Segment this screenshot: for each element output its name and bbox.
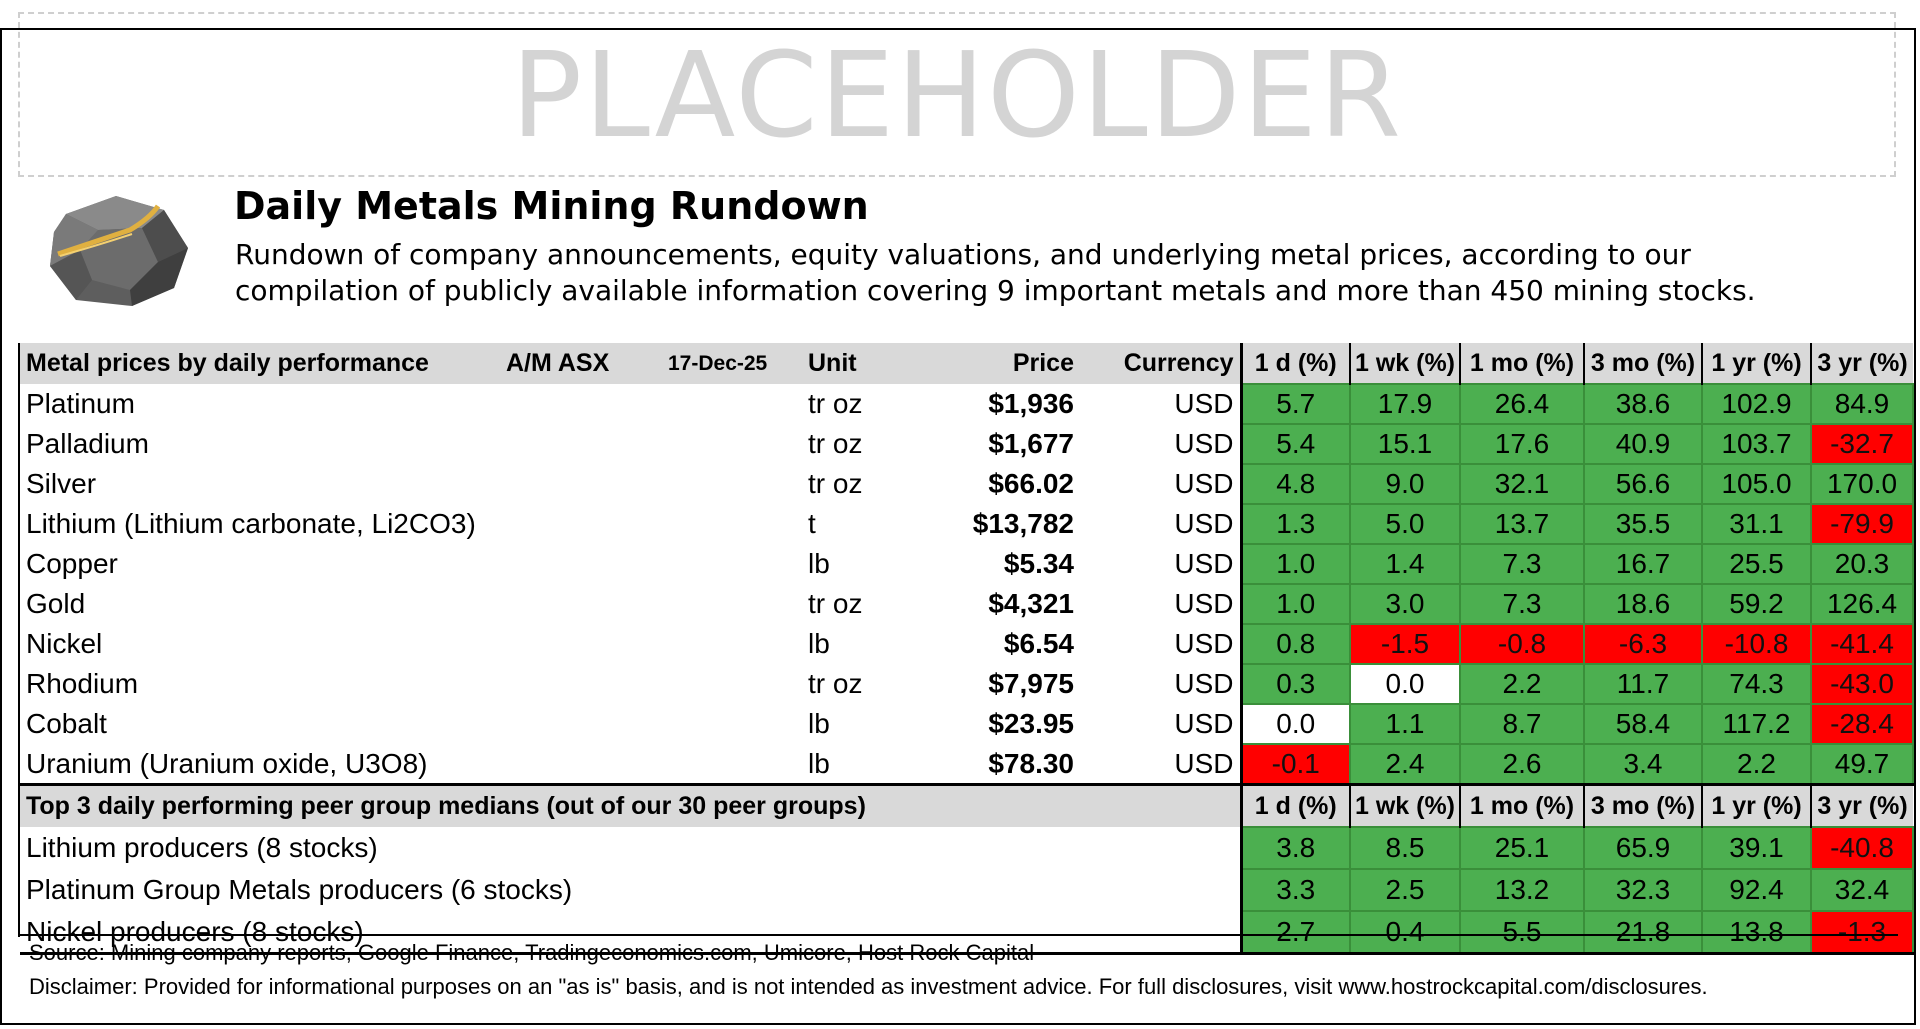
empty-cell xyxy=(500,664,650,704)
metal-price: $23.95 xyxy=(988,708,1074,739)
pct-change-cell: -1.5 xyxy=(1350,624,1460,664)
pct-change-cell: 26.4 xyxy=(1460,384,1584,424)
metal-currency: USD xyxy=(1080,744,1241,785)
pct-change-cell: 5.4 xyxy=(1241,424,1350,464)
pct-change-cell: -41.4 xyxy=(1811,624,1913,664)
pct-change-cell: 5.5 xyxy=(1460,911,1584,954)
metal-name: Gold xyxy=(26,588,86,619)
footer-divider xyxy=(18,934,1898,936)
pct-change-cell: 7.3 xyxy=(1460,584,1584,624)
table-row xyxy=(20,384,1913,424)
empty-cell xyxy=(650,384,802,424)
header-metal-name: Metal prices by daily performance xyxy=(20,343,500,384)
pct-change-cell: 170.0 xyxy=(1811,464,1913,504)
page-subtitle xyxy=(235,237,1895,309)
empty-cell xyxy=(500,624,650,664)
metal-name: Cobalt xyxy=(26,708,107,739)
pct-change-cell: 15.1 xyxy=(1350,424,1460,464)
peer-group-name: Platinum Group Metals producers (6 stocks) xyxy=(26,874,573,905)
pct-change-cell: 17.6 xyxy=(1460,424,1584,464)
page-title: Daily Metals Mining Rundown xyxy=(234,184,869,228)
empty-cell xyxy=(650,464,802,504)
metal-currency: USD xyxy=(1174,628,1234,659)
pct-change-cell: 5.7 xyxy=(1241,384,1350,424)
pct-change-cell: 1.0 xyxy=(1241,584,1350,624)
pct-change-cell: 0.0 xyxy=(1350,664,1460,704)
pct-change-cell: 18.6 xyxy=(1584,584,1702,624)
pct-change-cell: 49.7 xyxy=(1811,744,1913,785)
metal-price: $7,975 xyxy=(988,668,1074,699)
peer-header-row xyxy=(20,785,1913,828)
pct-change-cell: -79.9 xyxy=(1811,504,1913,544)
empty-cell xyxy=(650,424,802,464)
pct-change-cell: 84.9 xyxy=(1811,384,1913,424)
metal-price: $66.02 xyxy=(988,468,1074,499)
metal-unit: t xyxy=(808,508,816,539)
pct-change-cell: 9.0 xyxy=(1350,464,1460,504)
metal-unit: lb xyxy=(808,548,830,579)
pct-change-cell: -10.8 xyxy=(1702,624,1811,664)
pct-change-cell: -0.1 xyxy=(1241,744,1350,785)
pct-change-cell: 39.1 xyxy=(1702,827,1811,869)
header-period: 1 yr (%) xyxy=(1702,785,1811,828)
empty-cell xyxy=(650,504,802,544)
pct-change-cell: 2.2 xyxy=(1460,664,1584,704)
pct-change-cell: 74.3 xyxy=(1702,664,1811,704)
pct-change-cell: 1.1 xyxy=(1350,704,1460,744)
pct-change-cell: 5.0 xyxy=(1350,504,1460,544)
pct-change-cell: 1.0 xyxy=(1241,544,1350,584)
pct-change-cell: 13.8 xyxy=(1702,911,1811,954)
header-period: 3 mo (%) xyxy=(1584,343,1702,384)
pct-change-cell: 117.2 xyxy=(1702,704,1811,744)
pct-change-cell: 11.7 xyxy=(1584,664,1702,704)
metal-unit: tr oz xyxy=(808,588,863,619)
empty-cell xyxy=(650,664,802,704)
metal-price: $6.54 xyxy=(1003,628,1074,659)
metal-unit: tr oz xyxy=(808,428,863,459)
peer-group-name: Lithium producers (8 stocks) xyxy=(26,832,378,863)
source-note: Source: Mining company reports, Google Finance, Tradingeconomics.com, Umicore, Host Rock Capital xyxy=(29,940,1035,965)
header-am-asx: A/M ASX xyxy=(500,343,650,384)
metal-price: $4,321 xyxy=(988,588,1074,619)
pct-change-cell: 59.2 xyxy=(1702,584,1811,624)
empty-cell xyxy=(650,624,802,664)
header-period: 3 yr (%) xyxy=(1811,343,1913,384)
header-date: 17-Dec-25 xyxy=(650,343,802,384)
pct-change-cell: -6.3 xyxy=(1584,624,1702,664)
metal-name: Uranium (Uranium oxide, U3O8) xyxy=(20,744,500,785)
pct-change-cell: 32.3 xyxy=(1584,869,1702,911)
header-period: 1 d (%) xyxy=(1241,343,1350,384)
pct-change-cell: 103.7 xyxy=(1702,424,1811,464)
subtitle-line: Rundown of company announcements, equity valuations, and underlying metal prices, according to our xyxy=(235,238,1691,271)
empty-cell xyxy=(500,744,650,785)
pct-change-cell: 8.5 xyxy=(1350,827,1460,869)
header-period: 1 mo (%) xyxy=(1460,785,1584,828)
empty-cell xyxy=(500,584,650,624)
empty-cell xyxy=(500,464,650,504)
pct-change-cell: 65.9 xyxy=(1584,827,1702,869)
metal-name: Palladium xyxy=(26,428,149,459)
pct-change-cell: 2.2 xyxy=(1702,744,1811,785)
pct-change-cell: 16.7 xyxy=(1584,544,1702,584)
header-period: 1 yr (%) xyxy=(1702,343,1811,384)
peer-group-name: Nickel producers (8 stocks) xyxy=(20,911,1241,954)
pct-change-cell: 58.4 xyxy=(1584,704,1702,744)
table-row xyxy=(20,744,1913,785)
pct-change-cell: -43.0 xyxy=(1811,664,1913,704)
pct-change-cell: 31.1 xyxy=(1702,504,1811,544)
table-row xyxy=(20,424,1913,464)
header-period: 1 d (%) xyxy=(1241,785,1350,828)
metal-unit: tr oz xyxy=(808,468,863,499)
metals-table xyxy=(20,343,1914,955)
pct-change-cell: -28.4 xyxy=(1811,704,1913,744)
metal-price: $13,782 xyxy=(972,508,1074,539)
empty-cell xyxy=(650,544,802,584)
header-currency: Currency xyxy=(1080,343,1241,384)
pct-change-cell: -40.8 xyxy=(1811,827,1913,869)
metal-unit: lb xyxy=(802,744,942,785)
pct-change-cell: 20.3 xyxy=(1811,544,1913,584)
empty-cell xyxy=(650,744,802,785)
metal-currency: USD xyxy=(1174,588,1234,619)
metal-name: Lithium (Lithium carbonate, Li2CO3) xyxy=(26,508,476,539)
pct-change-cell: -32.7 xyxy=(1811,424,1913,464)
pct-change-cell: 7.3 xyxy=(1460,544,1584,584)
header-period: 1 mo (%) xyxy=(1460,343,1584,384)
pct-change-cell: -1.3 xyxy=(1811,911,1913,954)
empty-cell xyxy=(500,544,650,584)
pct-change-cell: 8.7 xyxy=(1460,704,1584,744)
table-row xyxy=(20,624,1913,664)
pct-change-cell: 0.4 xyxy=(1350,911,1460,954)
pct-change-cell: 0.3 xyxy=(1241,664,1350,704)
metal-currency: USD xyxy=(1174,708,1234,739)
empty-cell xyxy=(500,424,650,464)
table-row xyxy=(20,704,1913,744)
metal-price: $78.30 xyxy=(942,744,1080,785)
pct-change-cell: 105.0 xyxy=(1702,464,1811,504)
metal-name: Nickel xyxy=(26,628,103,659)
pct-change-cell: 35.5 xyxy=(1584,504,1702,544)
pct-change-cell: 2.7 xyxy=(1241,911,1350,954)
pct-change-cell: 13.2 xyxy=(1460,869,1584,911)
pct-change-cell: 13.7 xyxy=(1460,504,1584,544)
metals-header-row xyxy=(20,343,1913,384)
pct-change-cell: 3.3 xyxy=(1241,869,1350,911)
peer-heading: Top 3 daily performing peer group medians (out of our 30 peer groups) xyxy=(20,785,1241,828)
table-row xyxy=(20,869,1913,911)
header-period: 1 wk (%) xyxy=(1350,785,1460,828)
pct-change-cell: 1.4 xyxy=(1350,544,1460,584)
metal-unit: tr oz xyxy=(808,388,863,419)
pct-change-cell: 3.0 xyxy=(1350,584,1460,624)
metal-name: Platinum xyxy=(26,388,135,419)
pct-change-cell: 25.1 xyxy=(1460,827,1584,869)
header-price: Price xyxy=(942,343,1080,384)
disclaimer-note: Disclaimer: Provided for informational purposes on an "as is" basis, and is not intended as investment advice. For full disclosures, visit www.hostrockcapital.com/disclosures. xyxy=(29,974,1708,999)
pct-change-cell: 17.9 xyxy=(1350,384,1460,424)
metal-price: $1,677 xyxy=(988,428,1074,459)
table-row xyxy=(20,827,1913,869)
metal-currency: USD xyxy=(1174,388,1234,419)
empty-cell xyxy=(500,384,650,424)
metal-currency: USD xyxy=(1174,548,1234,579)
pct-change-cell: 2.4 xyxy=(1350,744,1460,785)
pct-change-cell: 40.9 xyxy=(1584,424,1702,464)
table-row xyxy=(20,504,1913,544)
pct-change-cell: 32.4 xyxy=(1811,869,1913,911)
banner-placeholder xyxy=(18,12,1896,177)
banner-placeholder-text: PLACEHOLDER xyxy=(511,25,1403,164)
metal-name: Silver xyxy=(26,468,97,499)
pct-change-cell: 3.4 xyxy=(1584,744,1702,785)
pct-change-cell: 25.5 xyxy=(1702,544,1811,584)
subtitle-line: compilation of publicly available information covering 9 important metals and more than 450 mining stocks. xyxy=(235,274,1756,307)
pct-change-cell: -0.8 xyxy=(1460,624,1584,664)
pct-change-cell: 0.0 xyxy=(1241,704,1350,744)
metal-unit: tr oz xyxy=(808,668,863,699)
pct-change-cell: 2.5 xyxy=(1350,869,1460,911)
empty-cell xyxy=(650,704,802,744)
metal-currency: USD xyxy=(1174,468,1234,499)
table-row xyxy=(20,584,1913,624)
pct-change-cell: 1.3 xyxy=(1241,504,1350,544)
metal-currency: USD xyxy=(1174,668,1234,699)
pct-change-cell: 126.4 xyxy=(1811,584,1913,624)
header-period: 3 yr (%) xyxy=(1811,785,1913,828)
table-row xyxy=(20,544,1913,584)
pct-change-cell: 21.8 xyxy=(1584,911,1702,954)
pct-change-cell: 92.4 xyxy=(1702,869,1811,911)
pct-change-cell: 32.1 xyxy=(1460,464,1584,504)
table-row xyxy=(20,464,1913,504)
metal-currency: USD xyxy=(1174,428,1234,459)
metal-price: $5.34 xyxy=(1003,548,1074,579)
metal-price: $1,936 xyxy=(988,388,1074,419)
metal-name: Rhodium xyxy=(26,668,139,699)
metal-unit: lb xyxy=(808,708,830,739)
metal-currency: USD xyxy=(1174,508,1234,539)
header-period: 3 mo (%) xyxy=(1584,785,1702,828)
pct-change-cell: 0.8 xyxy=(1241,624,1350,664)
rock-ore-icon xyxy=(46,192,192,310)
metal-name: Copper xyxy=(26,548,118,579)
empty-cell xyxy=(650,584,802,624)
empty-cell xyxy=(500,704,650,744)
pct-change-cell: 2.6 xyxy=(1460,744,1584,785)
empty-cell xyxy=(500,504,650,544)
header-unit: Unit xyxy=(802,343,942,384)
pct-change-cell: 38.6 xyxy=(1584,384,1702,424)
pct-change-cell: 4.8 xyxy=(1241,464,1350,504)
pct-change-cell: 56.6 xyxy=(1584,464,1702,504)
metal-unit: lb xyxy=(808,628,830,659)
table-row xyxy=(20,664,1913,704)
header-period: 1 wk (%) xyxy=(1350,343,1460,384)
pct-change-cell: 102.9 xyxy=(1702,384,1811,424)
pct-change-cell: 3.8 xyxy=(1241,827,1350,869)
